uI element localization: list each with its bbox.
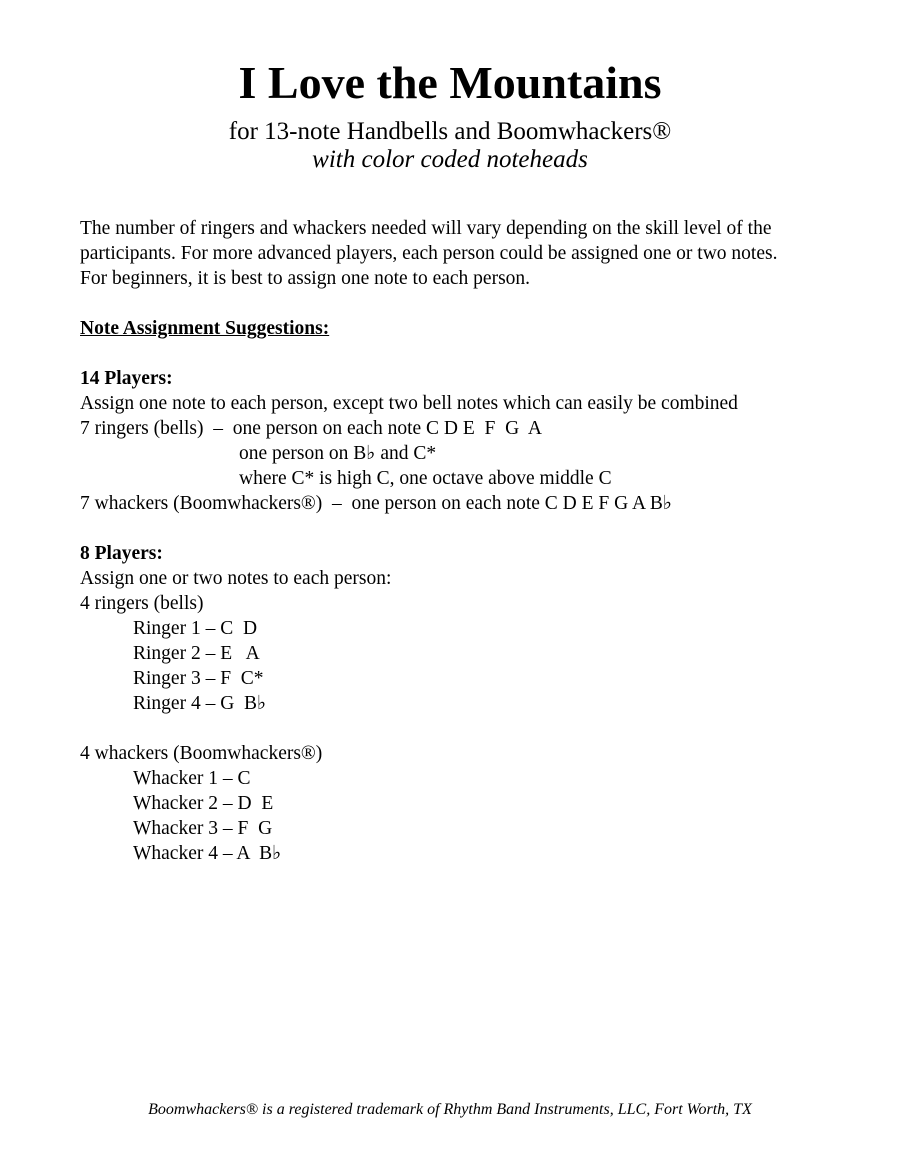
assignments-heading: Note Assignment Suggestions: [80,318,330,339]
eight-whackers-label: 4 whackers (Boomwhackers®) [80,743,323,764]
spacer [80,716,840,741]
fourteen-players-description: Assign one note to each person, except two bell notes which can easily be combined [80,393,738,414]
spacer [80,291,840,316]
eight-ringers-label: 4 ringers (bells) [80,593,204,614]
intro-line-2: participants. For more advanced players, each person could be assigned one or two notes. [80,243,778,264]
ringer-item: Ringer 2 – E A [133,643,260,664]
page-title: I Love the Mountains [238,57,662,108]
spacer [80,341,840,366]
subtitle-italic: with color coded noteheads [312,146,588,173]
whacker-item: Whacker 3 – F G [133,818,273,839]
eight-players-description: Assign one or two notes to each person: [80,568,392,589]
fourteen-ringers-line-2: one person on B♭ and C* [239,443,437,464]
intro-line-3: For beginners, it is best to assign one note to each person. [80,268,531,289]
subtitle: for 13-note Handbells and Boomwhackers® [228,118,672,145]
trademark-footer: Boomwhackers® is a registered trademark of Rhythm Band Instruments, LLC, Fort Worth, TX [148,1101,752,1118]
document-body [80,216,840,866]
fourteen-players-heading: 14 Players: [80,368,173,389]
ringer-item: Ringer 4 – G B♭ [133,693,267,714]
whacker-item: Whacker 2 – D E [133,793,274,814]
ringer-item: Ringer 3 – F C* [133,668,264,689]
spacer [80,516,840,541]
fourteen-whackers-line: 7 whackers (Boomwhackers®) – one person on each note C D E F G A B♭ [80,493,673,514]
ringer-item: Ringer 1 – C D [133,618,258,639]
intro-line-1: The number of ringers and whackers needed will vary depending on the skill level of the [80,218,772,239]
fourteen-ringers-line-3: where C* is high C, one octave above middle C [239,468,612,489]
whacker-item: Whacker 4 – A B♭ [133,843,282,864]
whacker-item: Whacker 1 – C [133,768,251,789]
fourteen-ringers-line: 7 ringers (bells) – one person on each note C D E F G A [80,418,542,439]
eight-players-heading: 8 Players: [80,543,163,564]
